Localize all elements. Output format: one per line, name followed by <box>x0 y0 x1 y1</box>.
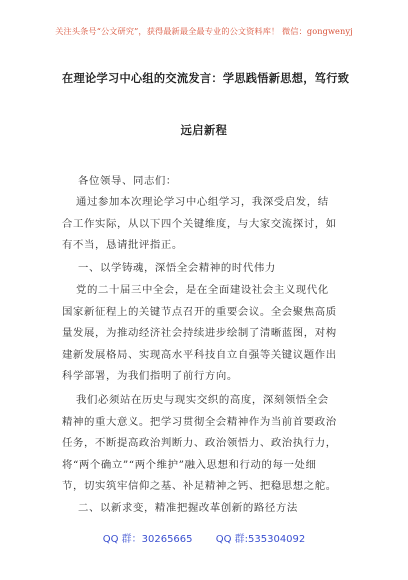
paragraph-line: 量发展，为推动经济社会持续进步绘制了清晰蓝图，对构 <box>62 327 337 339</box>
paragraph-line: 将“两个确立”“两个维护”融入思想和行动的每一处细 <box>62 458 317 471</box>
paragraph-line: 我们必须站在历史与现实交织的高度，深刻领悟全会 <box>76 394 329 406</box>
qq-group-1: QQ 群：30265665 <box>102 534 193 545</box>
promo-banner: 关注头条号“公文研究”，获得最新最全最专业的公文资料库！ 微信：gongwenyj <box>55 26 353 36</box>
document-title-line-1: 在理论学习中心组的交流发言：学思践悟新思想，笃行致 <box>62 72 350 85</box>
intro-line: 合工作实际，从以下四个关键维度，与大家交流探讨，如 <box>62 217 337 230</box>
section-2-heading: 二、以新求变，精准把握改革创新的路径方法 <box>78 502 298 514</box>
paragraph-line: 科学部署，为我们指明了前行方向。 <box>62 370 238 382</box>
document-title-line-2: 远启新程 <box>180 124 228 137</box>
paragraph-line: 国家新征程上的关键节点召开的重要会议。全会聚焦高质 <box>62 305 337 318</box>
paragraph-line: 节，切实筑牢信仰之基、补足精神之钙、把稳思想之舵。 <box>62 480 337 492</box>
paragraph-line: 建新发展格局、实现高水平科技自立自强等关键议题作出 <box>62 348 337 361</box>
qq-group-2: QQ 群:535304092 <box>215 534 306 545</box>
footer-contact <box>0 530 408 545</box>
intro-line: 通过参加本次理论学习中心组学习，我深受启发，结 <box>76 196 329 208</box>
paragraph-1 <box>62 280 362 388</box>
intro-line: 有不当，恳请批评指正。 <box>62 239 183 251</box>
paragraph-line: 任务，不断提高政治判断力、政治领悟力、政治执行力， <box>62 437 337 449</box>
paragraph-line: 精神的重大意义。把学习贯彻全会精神作为当前首要政治 <box>62 415 337 428</box>
greeting: 各位领导、同志们： <box>78 175 177 187</box>
intro-paragraph <box>62 192 362 257</box>
section-1-heading: 一、以学铸魂，深悟全会精神的时代伟力 <box>78 262 276 274</box>
paragraph-line: 党的二十届三中全会，是在全面建设社会主义现代化 <box>76 284 329 296</box>
paragraph-2 <box>62 390 362 498</box>
